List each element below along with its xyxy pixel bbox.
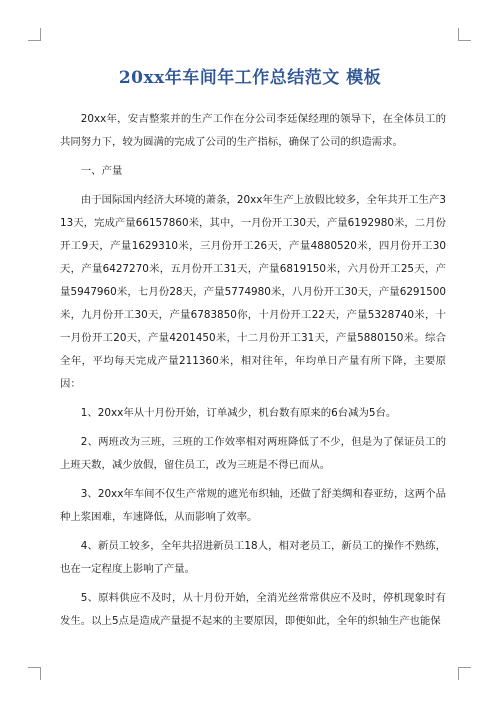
paragraph-output-detail: 由于国际国内经济大环境的萧条，20xx年生产上放假比较多，全年共开工生产313天，完成产量66157860米，其中，一月份开工30天，产量6192980米，二月份开工9天，产量1629310米，三月份开工26天，产量4880520米，四月份开工30天，产量6427270米，五月份开工31天，产量6819150米，六月份开工25天，产量5947960米，七月份28天，产量5774980米，八月份开工30天，产量6291500米，九月份开工30天，产量6783850你，十月份开工22天，产量5328740米，十一月份开工20天，产量4201450米，十二月份开工31天，产量5880150米。综合全年，平均每天完成产量211360米，相对往年，年均单日产量有所下降，主要原因：	[60, 194, 446, 390]
crop-mark-top-right	[458, 28, 471, 41]
paragraph-reason-2: 2、两班改为三班，三班的工作效率相对两班降低了不少，但是为了保证员工的上班天数，减少放假，留住员工，改为三班是不得已而从。	[60, 436, 446, 471]
section-heading-output: 一、产量	[80, 165, 123, 177]
crop-mark-top-left	[28, 28, 41, 41]
paragraph-reason-5: 5、原料供应不及时，从十月份开始，全消光丝常常供应不及时，停机现象时有发生。以上5点是造成产量提不起来的主要原因，即便如此，全年的织轴生产也能保	[60, 592, 446, 627]
crop-mark-bottom-left	[28, 667, 41, 680]
paragraph-reason-3: 3、20xx年车间不仅生产常规的遮光布织轴，还做了舒美绸和春亚纺，这两个品种上浆困难，车速降低，从而影响了效率。	[60, 488, 446, 523]
document-body	[60, 108, 446, 633]
paragraph-intro: 20xx年，安吉整浆并的生产工作在分公司李廷保经理的领导下，在全体员工的共同努力下，较为圆满的完成了公司的生产指标，确保了公司的织造需求。	[60, 113, 446, 148]
paragraph-reason-1: 1、20xx年从十月份开始，订单减少，机台数有原来的6台减为5台。	[80, 407, 397, 419]
document-title: 20xx年车间年工作总结范文 模板	[118, 68, 382, 88]
paragraph-reason-4: 4、新员工较多，全年共招进新员工18人，相对老员工，新员工的操作不熟练，也在一定程度上影响了产量。	[60, 540, 446, 575]
crop-mark-bottom-right	[458, 667, 471, 680]
